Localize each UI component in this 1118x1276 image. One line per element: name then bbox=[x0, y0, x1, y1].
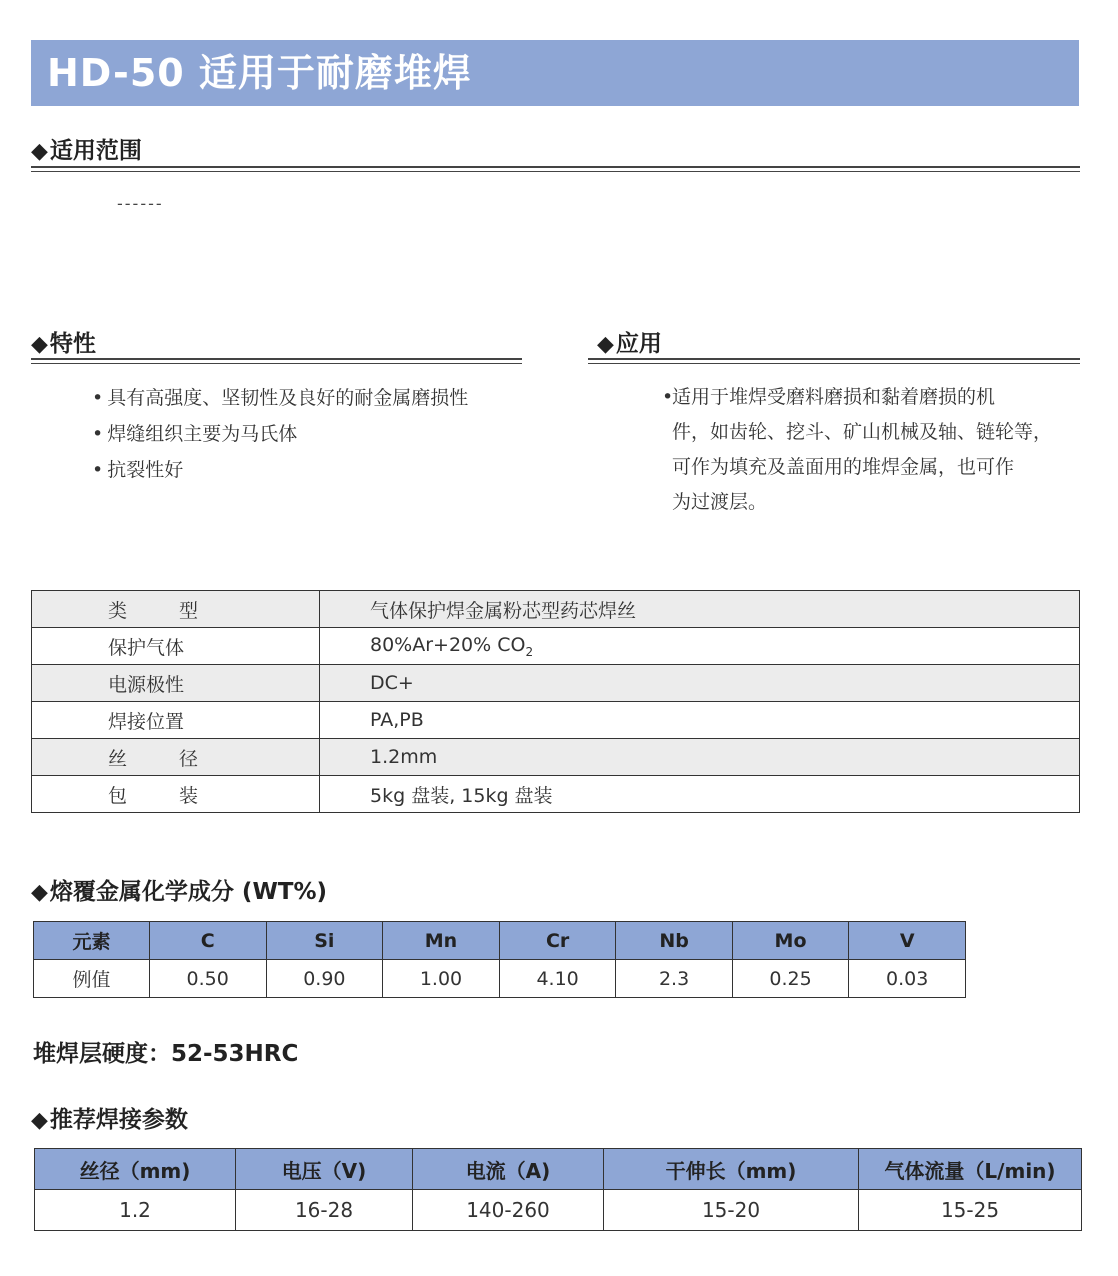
list-item: • 抗裂性好 bbox=[92, 459, 184, 481]
params-heading-label: 推荐焊接参数 bbox=[49, 1107, 188, 1133]
table-row: 电源极性 DC+ bbox=[32, 665, 1080, 702]
table-row: 保护气体 80%Ar+20% $CO_2$ bbox=[32, 628, 1080, 665]
table-row: 1.2 16-28 140-260 15-20 15-25 bbox=[35, 1190, 1082, 1231]
table-row: 焊接位置 PA,PB bbox=[32, 702, 1080, 739]
bullet-dot: • bbox=[662, 386, 674, 408]
chemistry-table bbox=[33, 921, 966, 998]
scope-divider bbox=[31, 166, 1080, 170]
applications-divider bbox=[588, 358, 1080, 362]
hardness-text: 堆焊层硬度：52-53HRC bbox=[33, 1041, 299, 1067]
features-list bbox=[92, 380, 468, 488]
diamond-icon: ◆ bbox=[597, 332, 614, 357]
scope-heading bbox=[31, 132, 142, 165]
table-row: 类型 气体保护焊金属粉芯型药芯焊丝 bbox=[32, 591, 1080, 628]
table-row: 例值 0.50 0.90 1.00 4.10 2.3 0.25 0.03 bbox=[34, 960, 966, 998]
applications-heading bbox=[597, 325, 662, 358]
scope-text: ------ bbox=[117, 194, 164, 213]
chemistry-heading-label: 熔覆金属化学成分 (WT%) bbox=[49, 879, 328, 905]
page-title: HD-50 适用于耐磨堆焊 bbox=[31, 40, 1079, 106]
applications-heading-label: 应用 bbox=[615, 331, 662, 357]
chemistry-heading bbox=[31, 873, 327, 906]
params-heading bbox=[31, 1101, 188, 1134]
applications-text: • 适用于堆焊受磨料磨损和黏着磨损的机 件，如齿轮、挖斗、矿山机械及轴、链轮等， 可作为填充及盖面用的堆焊金属，也可作 为过渡层。 bbox=[672, 380, 1077, 520]
diamond-icon: ◆ bbox=[31, 139, 48, 164]
features-heading bbox=[31, 325, 96, 358]
diamond-icon: ◆ bbox=[31, 1108, 48, 1133]
table-header-row: 丝径（mm) 电压（V) 电流（A) 干伸长（mm) 气体流量（L/min) bbox=[35, 1149, 1082, 1190]
list-item: • 具有高强度、坚韧性及良好的耐金属磨损性 bbox=[92, 387, 469, 409]
diamond-icon: ◆ bbox=[31, 332, 48, 357]
table-row: 包装 5kg 盘装, 15kg 盘装 bbox=[32, 776, 1080, 813]
diamond-icon: ◆ bbox=[31, 880, 48, 905]
scope-heading-label: 适用范围 bbox=[49, 138, 142, 164]
spec-table bbox=[31, 590, 1080, 813]
features-divider bbox=[31, 358, 522, 362]
table-header-row: 元素 C Si Mn Cr Nb Mo V bbox=[34, 922, 966, 960]
params-table bbox=[34, 1148, 1082, 1231]
list-item: • 焊缝组织主要为马氏体 bbox=[92, 423, 298, 445]
table-row: 丝径 1.2mm bbox=[32, 739, 1080, 776]
features-heading-label: 特性 bbox=[49, 331, 96, 357]
